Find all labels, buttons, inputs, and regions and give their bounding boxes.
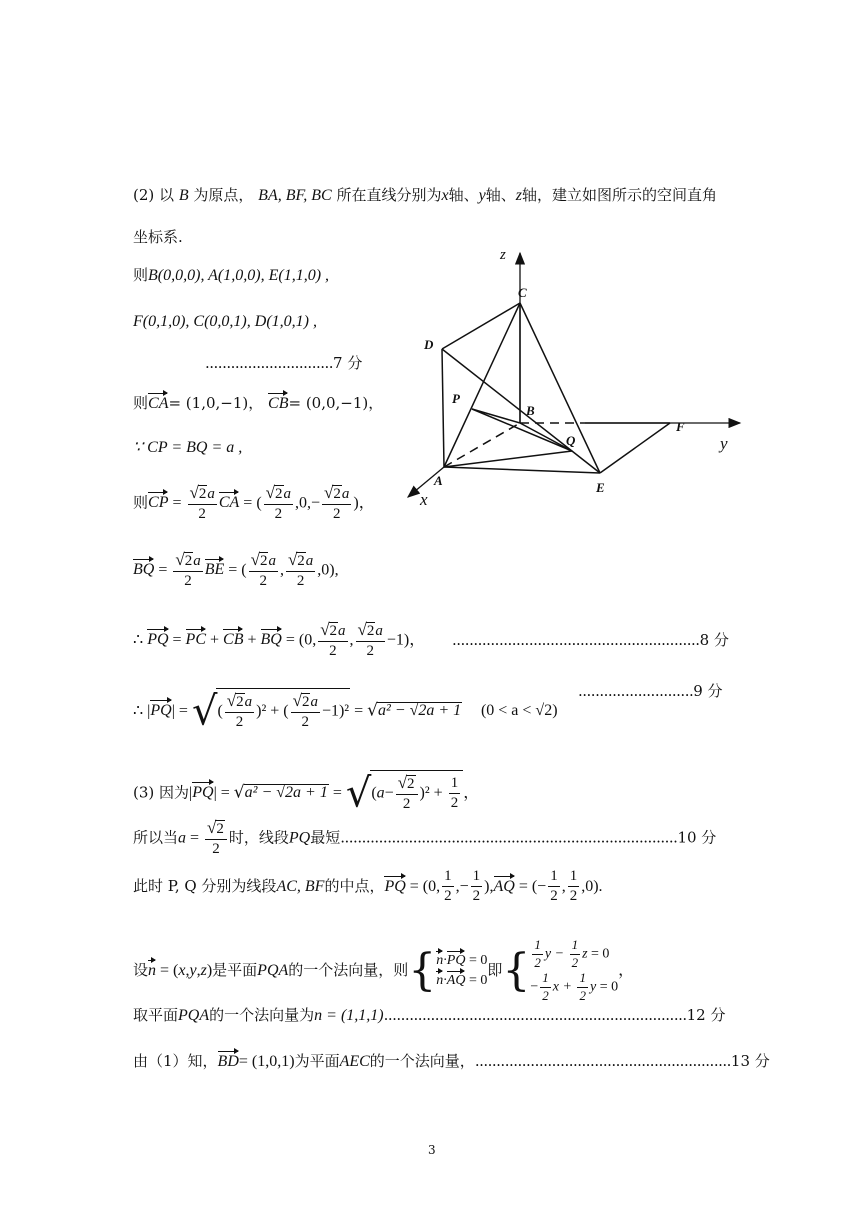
edge-bq (520, 423, 572, 451)
score-10: 10 分 (677, 828, 717, 847)
from-var: AEC (339, 1053, 370, 1070)
normal-text: 是平面 (212, 960, 258, 979)
label-e: E (596, 480, 605, 495)
take-normal-line (133, 1008, 726, 1024)
coords-line2 (133, 314, 317, 330)
coords-prefix: 则 (133, 266, 149, 284)
edge-ef (600, 423, 670, 473)
midpoint-var: AC, BF (276, 877, 325, 895)
from-text: 为平面 (294, 1052, 340, 1070)
pq-magnitude-line: ∴ |PQ| = √( $\frac{√2a}{2}$ )² + ( $\frac{√2a}{2}$ −1)² = √a² − √2a + 1 (0 < a < √2) (133, 688, 558, 735)
pq-line: ∴ PQ = PC + CB + BQ = (0, $\frac{√2a}{2}$ , $\frac{√2a}{2}$ −1)， (133, 620, 426, 660)
take-text: 的一个法向量为 (209, 1006, 315, 1024)
normal-text: 即 (487, 960, 503, 979)
label-c: C (518, 285, 527, 300)
edge-pb (472, 409, 520, 423)
score-8-line (452, 633, 729, 648)
score-dots: ....................................................................... (383, 1006, 687, 1024)
from-text: 由（1）知， (133, 1052, 218, 1070)
vector-cb: CB (268, 395, 289, 412)
midpoint-line: 此时 P, Q 分别为线段AC, BF的中点，PQ = (0, $\frac{1}{2}$ ,− $\frac{1}{2}$ ),AQ = (− $\frac{1}{2}$ , $\frac{1}{2}$ ,0). (133, 868, 603, 905)
intro-var: BA, BF, BC (258, 187, 332, 204)
vector-ca-cb-line (133, 396, 383, 412)
normal-var: PQA (257, 961, 289, 979)
label-z: z (500, 247, 506, 263)
edge-dc (442, 303, 520, 349)
intro-text: 所在直线分别为 (336, 186, 442, 204)
cp-line: 则CP = $\frac{√2a}{2}$ CA = ( $\frac{√2a}{2}$ ,0,− $\frac{√2a}{2}$ )， (133, 483, 375, 523)
edge-ca (444, 303, 520, 467)
cp-prefix: 则 (133, 493, 149, 512)
score-8: 8 分 (699, 631, 729, 649)
label-p: P (452, 391, 460, 406)
because-line: ∵ CP = BQ = a , (133, 439, 243, 456)
intro-var: z (515, 187, 522, 204)
take-var: PQA (178, 1007, 210, 1024)
pq-magnitude-score-line (578, 684, 723, 699)
min-line: 所以当a = $\frac{√2}{2}$ 时，线段PQ最短...............................................................................10 分 (133, 818, 717, 858)
min-text: 时，线段 (228, 828, 289, 847)
intro-var: x (441, 187, 449, 204)
edge-da (442, 349, 444, 467)
midpoint-text: 的中点， (324, 876, 385, 895)
vec-prefix: 则 (133, 394, 149, 412)
part3-intro-line: (3) 因为|PQ| = √a² − √2a + 1 = √(a− $\frac{√2}{2}$ )² + $\frac{1}{2}$ ， (133, 770, 480, 817)
intro-text: 轴、 (448, 186, 479, 204)
intro-var: y (478, 187, 486, 204)
edge-pq (472, 409, 572, 451)
score-dots: ............................................................................... (340, 828, 678, 847)
score-dots: ........................... (578, 682, 694, 700)
intro-var: B (178, 187, 189, 204)
part2-intro (133, 188, 717, 204)
page-number: 3 (428, 1143, 436, 1157)
min-var: PQ (288, 829, 311, 847)
intro-text: 轴，建立如图所示的空间直角 (521, 186, 717, 204)
normal-text: 设 (133, 960, 149, 979)
min-text: 所以当 (133, 828, 179, 847)
label-f: F (676, 419, 685, 434)
score-dots: .......................................................... (452, 631, 700, 649)
score-dots: ............................................................ (474, 1052, 731, 1070)
min-text: 最短 (310, 828, 341, 847)
score-7: 7 分 (333, 354, 363, 372)
midpoint-text: 此时 P, Q 分别为线段 (133, 876, 277, 895)
intro-text: (2) 以 (133, 186, 175, 204)
label-b: B (526, 403, 535, 418)
take-text: 取平面 (133, 1006, 179, 1024)
score-7-line (205, 356, 362, 371)
coords-values: F(0,1,0), C(0,0,1), D(1,0,1) , (133, 313, 317, 330)
from-value: = (1,0,1) (238, 1053, 295, 1070)
score-13: 13 分 (730, 1052, 770, 1070)
from-part1-line: 由（1）知，BD= (1,0,1)为平面AEC的一个法向量，............................................................13 分 (133, 1052, 770, 1070)
score-dots: .............................. (205, 354, 334, 372)
geometry-figure (400, 245, 750, 515)
normal-vector-line: 设n = (x,y,z)是平面PQA的一个法向量，则{ n·PQ = 0 n·AQ = 0 即{ $\frac{1}{2}$ y − $\frac{1}{2}$ z = 0 − $\frac{1}{2}$ x + $\frac{1}{2}$ y = 0 ， (133, 937, 635, 1003)
intro-text: 轴、 (485, 186, 516, 204)
bq-line: BQ = $\frac{√2a}{2}$ BE = ( $\frac{√2a}{2}$ , $\frac{√2a}{2}$ ,0), (133, 550, 339, 590)
intro-text: 为原点， (193, 186, 254, 204)
take-value: n = (1,1,1) (314, 1007, 384, 1024)
edge-aq (444, 451, 572, 467)
edge-ae (444, 467, 600, 473)
from-text: 的一个法向量， (369, 1052, 475, 1070)
dashed-ab (444, 423, 520, 467)
normal-text: 的一个法向量，则 (288, 960, 409, 979)
label-d: D (424, 337, 434, 352)
vector-cb-value: = (0,0,−1)， (288, 394, 384, 412)
vector-ca: CA (148, 395, 169, 412)
edge-ce (520, 303, 600, 473)
bq-trailing: , (334, 561, 339, 579)
part3-intro: (3) 因为 (133, 783, 190, 802)
edge-de (442, 349, 600, 473)
coords-values: B(0,0,0), A(1,0,0), E(1,1,0) , (148, 267, 330, 284)
label-y: y (720, 434, 728, 453)
coords-line1 (133, 268, 329, 284)
vector-ca-value: = (1,0,−1)， (168, 394, 264, 412)
label-x: x (420, 490, 428, 509)
score-9: 9 分 (693, 682, 723, 700)
score-12: 12 分 (686, 1006, 726, 1024)
a-range: (0 < a < √2) (480, 702, 558, 720)
part2-intro-line2: 坐标系. (133, 228, 183, 246)
label-q: Q (566, 433, 576, 448)
label-a: A (434, 473, 443, 488)
